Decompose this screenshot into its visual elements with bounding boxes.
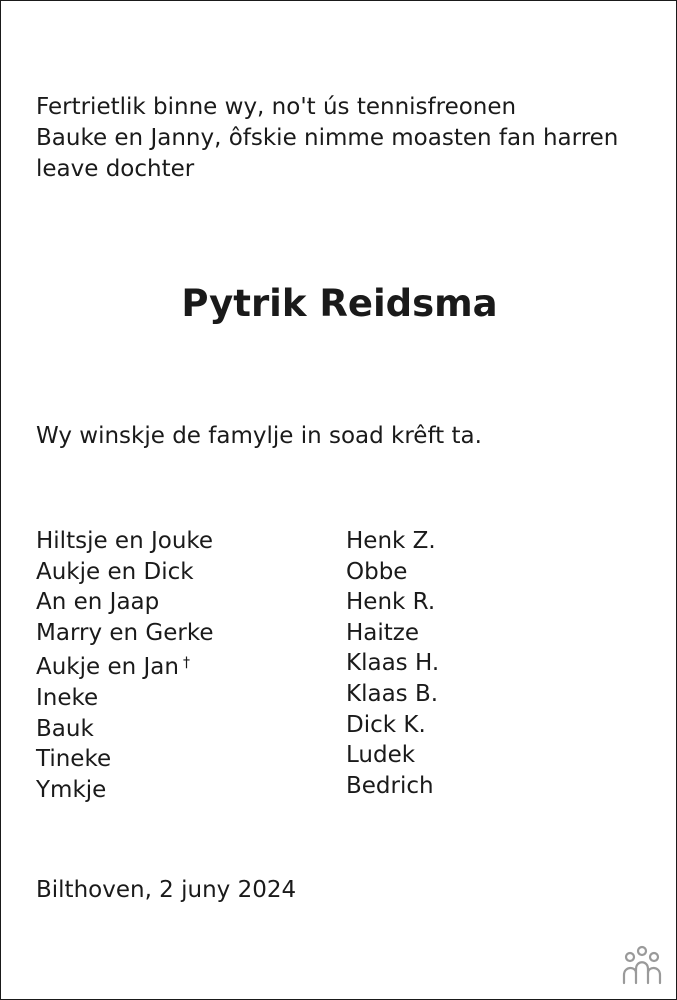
signatory xyxy=(36,714,214,745)
signatory-name: Ineke xyxy=(36,684,99,711)
signatory-name: Bauk xyxy=(36,715,94,742)
signatory-name: Aukje en Jan xyxy=(36,654,179,681)
signatory-name: Klaas H. xyxy=(346,650,440,677)
signatory xyxy=(346,740,439,771)
signatory xyxy=(346,526,439,557)
signatory-name: Tineke xyxy=(36,746,112,773)
signatory-name: Dick K. xyxy=(346,711,426,738)
signatory xyxy=(36,648,214,683)
deceased-mark: † xyxy=(182,655,190,672)
signatory xyxy=(36,683,214,714)
signatory xyxy=(36,526,214,557)
signatory-name: Haitze xyxy=(346,619,420,646)
signatory-name: Aukje en Dick xyxy=(36,558,194,585)
place-date: Bilthoven, 2 juny 2024 xyxy=(36,877,297,903)
signatory xyxy=(36,744,214,775)
signatory xyxy=(346,771,439,802)
people-group-icon xyxy=(618,945,666,987)
signatory xyxy=(346,710,439,741)
signatory-name: An en Jaap xyxy=(36,589,160,616)
signatory-name: Hiltsje en Jouke xyxy=(36,528,214,554)
signatory xyxy=(346,648,439,679)
signatory xyxy=(36,587,214,618)
signatories-left xyxy=(36,526,214,805)
signatory-name: Bedrich xyxy=(346,772,434,799)
signatory xyxy=(346,618,439,649)
deceased-name: Pytrik Reidsma xyxy=(181,282,498,325)
signatory xyxy=(36,618,214,649)
signatories-right xyxy=(346,526,439,801)
condolence-text: Wy winskje de famylje in soad krêft ta. xyxy=(36,423,482,449)
signatory-name: Marry en Gerke xyxy=(36,619,214,646)
signatory xyxy=(36,775,214,806)
intro-text: Fertrietlik binne wy, no't ús tennisfreonen Bauke en Janny, ôfskie nimme moasten fan harren leave dochter xyxy=(36,94,619,182)
signatory xyxy=(36,557,214,588)
signatory xyxy=(346,679,439,710)
signatory-name: Ymkje xyxy=(36,776,107,803)
signatory xyxy=(346,557,439,588)
signatory-name: Obbe xyxy=(346,558,408,585)
signatory-name: Henk R. xyxy=(346,589,436,616)
signatory-name: Henk Z. xyxy=(346,528,436,554)
signatory xyxy=(346,587,439,618)
signatory-name: Ludek xyxy=(346,742,416,769)
signatory-name: Klaas B. xyxy=(346,680,439,707)
